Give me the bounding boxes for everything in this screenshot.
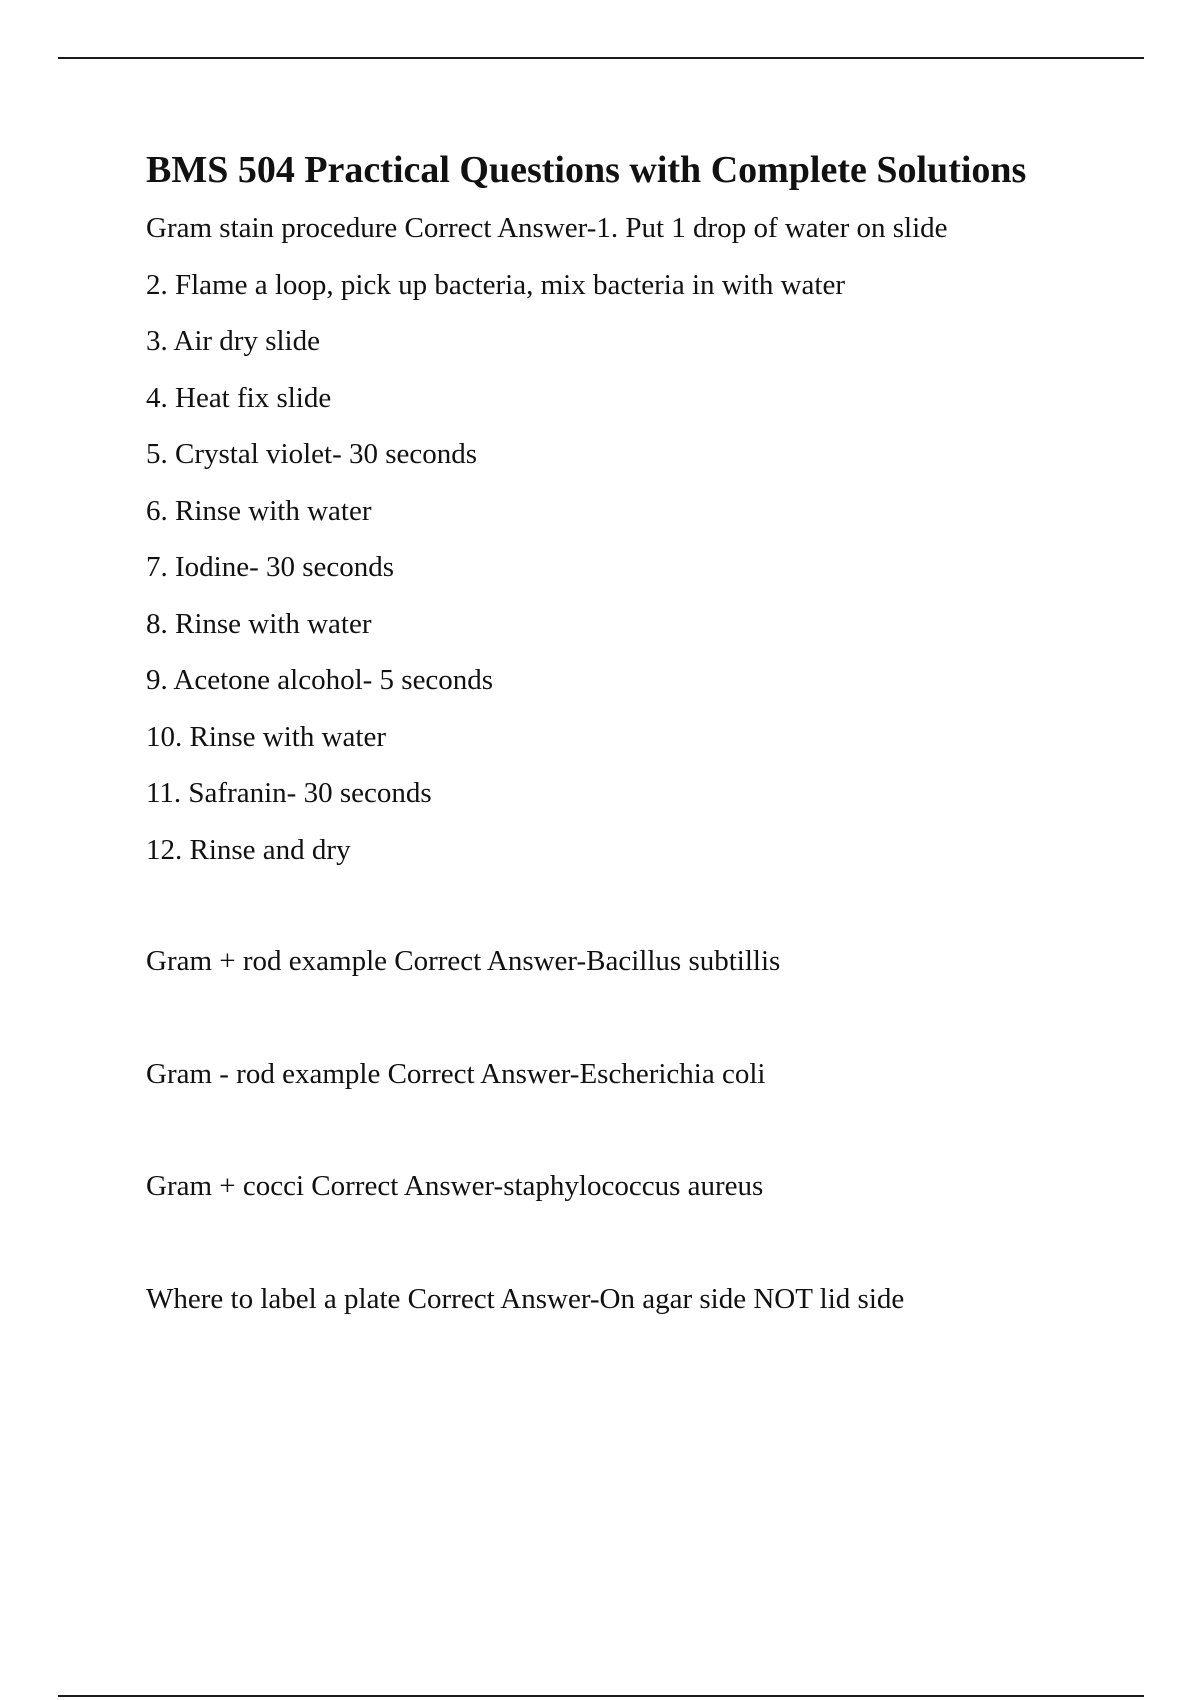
qa-item: Gram - rod example Correct Answer-Escherichia coli: [146, 1057, 766, 1090]
document-page: [146, 140, 1146, 1383]
qa-list: [146, 933, 1146, 1327]
procedure-step: 8. Rinse with water: [146, 607, 372, 640]
procedure-step: 10. Rinse with water: [146, 720, 387, 753]
procedure-step: 7. Iodine- 30 seconds: [146, 551, 395, 583]
procedure-step: 6. Rinse with water: [146, 494, 372, 527]
qa-item: Gram + cocci Correct Answer-staphylococcus aureus: [146, 1170, 764, 1202]
document-title: BMS 504 Practical Questions with Complete Solutions: [146, 149, 1027, 191]
section-gap: [146, 878, 1146, 933]
gram-stain-procedure: [146, 200, 1146, 878]
procedure-step: 2. Flame a loop, pick up bacteria, mix bacteria in with water: [146, 268, 845, 301]
gram-stain-intro: Gram stain procedure Correct Answer-1. Put 1 drop of water on slide: [146, 212, 948, 244]
procedure-step: 4. Heat fix slide: [146, 381, 332, 414]
qa-item: Where to label a plate Correct Answer-On agar side NOT lid side: [146, 1282, 905, 1315]
procedure-step: 12. Rinse and dry: [146, 833, 351, 866]
procedure-step: 5. Crystal violet- 30 seconds: [146, 438, 478, 470]
footer-rule: [58, 1695, 1144, 1697]
procedure-step: 9. Acetone alcohol- 5 seconds: [146, 664, 494, 696]
procedure-step: 3. Air dry slide: [146, 325, 320, 357]
qa-item: Gram + rod example Correct Answer-Bacillus subtillis: [146, 945, 781, 977]
header-rule: [58, 57, 1144, 59]
procedure-step: 11. Safranin- 30 seconds: [146, 777, 432, 809]
